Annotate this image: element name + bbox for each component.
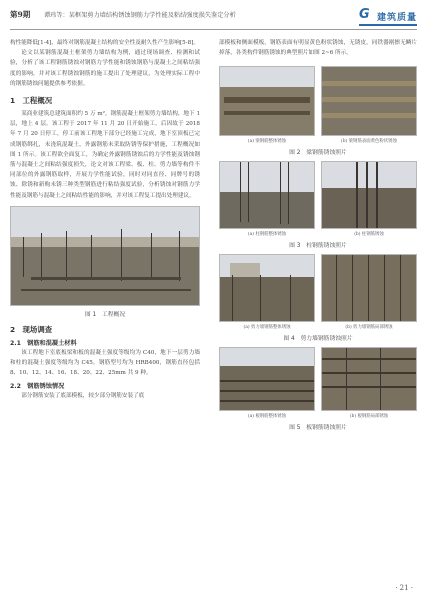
intro-paragraph: 论文以某钢筋混凝土框架剪力墙结构为例，通过现场调查、检测和试验，分析了该工程钢筋锈蚀对钢筋力学性能和锈蚀钢筋与混凝土之间粘结强度的影响，并对该工程锈蚀钢筋的施工提出了处理建议，为处理实际工程中的钢筋锈蚀问题提供参考依据。 xyxy=(10,50,200,87)
figure-3a-photo xyxy=(219,161,315,229)
subsection-heading-2-2: 2.2 钢筋锈蚀情况 xyxy=(10,383,65,391)
figure-5a-label: (a) 板钢筋整体锈蚀 xyxy=(247,414,287,420)
figure-5b-photo xyxy=(321,347,417,411)
logo-name: 建筑质量 xyxy=(377,13,418,23)
intro-paragraph-continued: 构性能降低[1-4]，最终对钢筋混凝土结构的安全性及耐久性产生影响[5-8]。 xyxy=(10,40,199,46)
right-column xyxy=(219,38,417,436)
figure-3b-photo xyxy=(321,161,417,229)
figure-5-caption: 图 5 板钢筋锈蚀照片 xyxy=(289,425,347,432)
figure-4 xyxy=(219,254,417,330)
figure-3-caption: 图 3 柱钢筋锈蚀照片 xyxy=(289,243,347,250)
project-overview-paragraph: 某商业建筑总建筑面积约 5 万 m²，钢筋混凝土框架剪力墙结构，地下 1 层，地上 4 层。该工程于 2017 年 11 月 20 日开始施工，后因故于 2018 年 7 月 20 日停工，停工前该工程地下部分已经施工完成，地下室顶板已完成钢筋绑扎，未浇筑混凝土，外露钢筋未采取防锈等保护措施，工程概况如图 1 所示。该工程欲全面复工，为确定外露钢筋锈蚀后的力学性能及锈蚀钢筋与混凝土之间粘结强度损失，论文对该工程梁、板、柱、剪力墙等构件不同部位的外露钢筋取样，开展力学性能试验，同时对同直径、同牌号的锈蚀、除锈和新购未锈三种类型钢筋进行粘结强度试验，分析锈蚀对钢筋力学性能及钢筋与混凝土之间粘结性能的影响，并对该工程复工提出处理建议。 xyxy=(10,111,200,199)
figure-4-caption: 图 4 剪力墙钢筋锈蚀照片 xyxy=(283,336,353,343)
figure-4b-label: (b) 剪力墙钢筋局部锈蚀 xyxy=(345,325,393,331)
left-column xyxy=(10,38,200,402)
figure-4b-photo xyxy=(321,254,417,322)
logo-swoosh xyxy=(359,24,417,26)
materials-paragraph: 该工程地下室底板梁和板的混凝土强度等级均为 C40，地下一层剪力墙和柱的混凝土强度等级均为 C45，钢筋型号均为 HRB400，钢筋直径包括 8、10、12、14、16、18、20、22、25mm 共 9 种。 xyxy=(10,349,200,377)
figure-3a-label: (a) 柱钢筋整体锈蚀 xyxy=(247,232,287,238)
figure-5 xyxy=(219,347,417,419)
figure-2a-photo xyxy=(219,66,315,136)
figure-4a-label: (a) 剪力墙钢筋整体锈蚀 xyxy=(243,325,291,331)
section-heading-1: 1 工程概况 xyxy=(10,96,53,106)
section-heading-2: 2 现场调查 xyxy=(10,324,53,334)
figure-2 xyxy=(219,66,417,144)
logo-mark: G xyxy=(359,7,370,22)
figure-1-caption: 图 1 工程概况 xyxy=(84,311,126,318)
issue-number: 第9期 xyxy=(10,10,31,19)
figure-2b-label: (b) 梁钢筋表面黄色粉状锈蚀 xyxy=(341,139,397,145)
journal-logo xyxy=(359,7,417,27)
figure-2a-label: (a) 梁钢筋整体锈蚀 xyxy=(247,139,287,145)
figure-3 xyxy=(219,161,417,237)
page-header xyxy=(10,7,417,30)
figure-1-photo xyxy=(10,206,200,306)
subsection-heading-2-1: 2.1 钢筋和混凝土材料 xyxy=(10,339,77,347)
figure-3b-label: (b) 柱钢筋锈蚀 xyxy=(354,232,384,238)
figure-2-caption: 图 2 梁钢筋锈蚀照片 xyxy=(289,150,347,157)
corrosion-paragraph-continued: 部模板和侧面模板，钢筋表面有明显黄色粉状锈蚀，无锈皮，同铁器剐擦无鳞片掉落，各类构件钢筋锈蚀的典型照片如图 2~6 所示。 xyxy=(219,40,417,57)
figure-5a-photo xyxy=(219,347,315,411)
corrosion-paragraph: 部分钢筋安装了底部模板，较少部分钢筋安装了底 xyxy=(21,393,145,400)
page-number: · 21 · xyxy=(395,584,413,592)
figure-5b-label: (b) 板钢筋局部锈蚀 xyxy=(349,414,389,420)
figure-2b-photo xyxy=(321,66,417,136)
running-title: 谭玮等：某框架剪力墙结构锈蚀钢筋力学性能及粘结强度损失鉴定分析 xyxy=(44,12,236,19)
figure-4a-photo xyxy=(219,254,315,322)
